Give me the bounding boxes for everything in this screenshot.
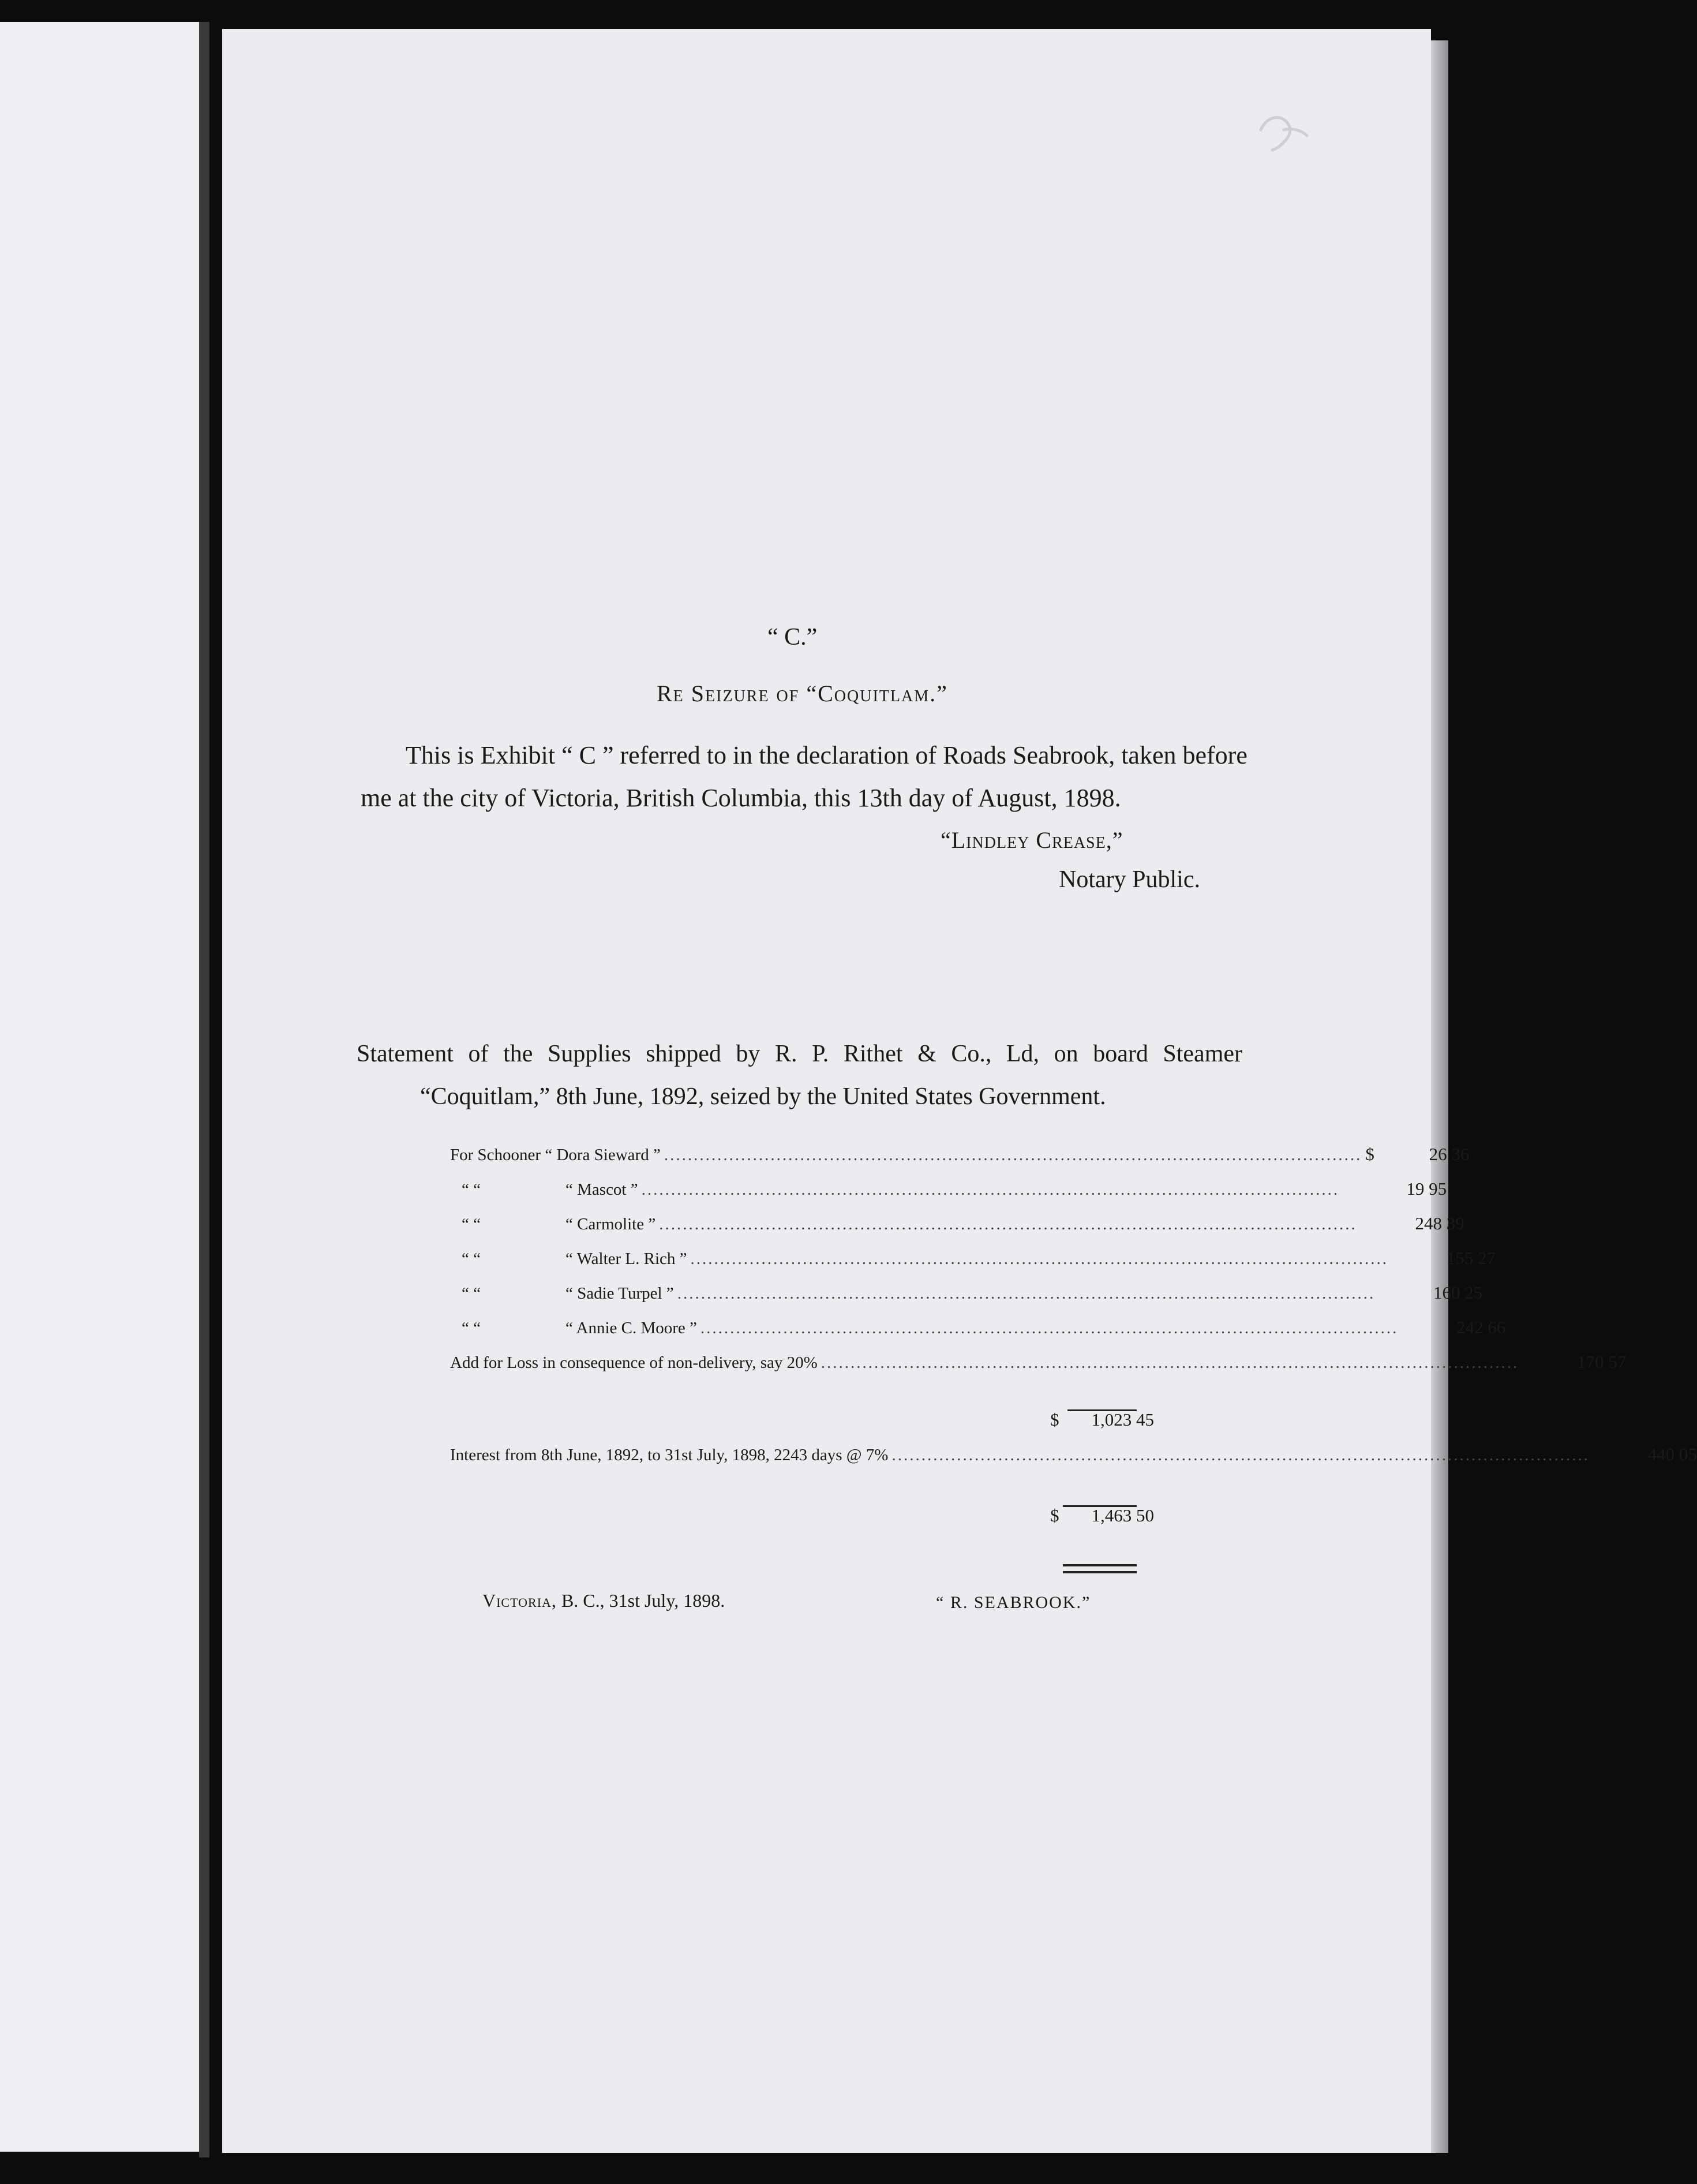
schooner-name: “ Annie C. Moore ” bbox=[565, 1319, 697, 1337]
interest-label: Interest from 8th June, 1892, to 31st July, 1898, 2243 days @ 7% bbox=[450, 1446, 889, 1464]
schooner-name: “ Sadie Turpel ” bbox=[565, 1284, 674, 1303]
leader-dots: ...................................................................................................................... bbox=[664, 1146, 1362, 1164]
total-double-rule-top bbox=[1063, 1564, 1137, 1566]
ledger-row bbox=[450, 1179, 1447, 1213]
place-and-date bbox=[482, 1590, 725, 1611]
binding-gutter bbox=[199, 22, 209, 2157]
declaration-line-2: me at the city of Victoria, British Columbia, this 13th day of August, 1898. bbox=[361, 784, 1121, 812]
row-amount: 242 66 bbox=[1456, 1317, 1506, 1337]
currency-sign: $ bbox=[1050, 1505, 1059, 1525]
currency-sign: $ bbox=[1050, 1409, 1059, 1430]
statement-heading-line-1: Statement of the Supplies shipped by R. P. Rithet & Co., Ld, on board Steamer bbox=[357, 1041, 1242, 1067]
notary-name: “Lindley Crease,” bbox=[941, 827, 1123, 853]
loss-amount: 170 57 bbox=[1577, 1352, 1627, 1372]
ledger-row bbox=[450, 1144, 1470, 1179]
leader-dots: ...................................................................................................................... bbox=[659, 1215, 1357, 1233]
leader-dots: ...................................................................................................................... bbox=[700, 1319, 1399, 1337]
pencil-mark-icon bbox=[1249, 107, 1313, 159]
page-edge bbox=[1431, 40, 1448, 2153]
total-double-rule-bottom bbox=[1063, 1571, 1137, 1573]
schooner-name: “ Carmolite ” bbox=[565, 1215, 656, 1233]
ledger-row bbox=[450, 1213, 1464, 1248]
row-amount: 248 39 bbox=[1415, 1213, 1464, 1233]
subtotal-row bbox=[450, 1409, 1154, 1444]
row-prefix: “ “ bbox=[462, 1215, 481, 1233]
leader-dots: ...................................................................................................................... bbox=[677, 1284, 1376, 1303]
total-amount: 1,463 50 bbox=[1091, 1505, 1154, 1525]
supplies-ledger bbox=[450, 1144, 1697, 1540]
leader-dots: ...................................................................................................................... bbox=[690, 1250, 1389, 1268]
leader-dots: ...................................................................................................................... bbox=[891, 1446, 1590, 1464]
ledger-row bbox=[450, 1317, 1506, 1352]
schooner-name: “ Mascot ” bbox=[565, 1180, 638, 1199]
schooner-name: “ Walter L. Rich ” bbox=[565, 1250, 687, 1268]
row-prefix: “ “ bbox=[462, 1319, 481, 1337]
row-amount: 155 27 bbox=[1446, 1248, 1496, 1268]
ledger-row bbox=[450, 1248, 1496, 1282]
schooner-name: “ Dora Sieward ” bbox=[545, 1146, 661, 1164]
re-seizure-heading: Re Seizure of “Coquitlam.” bbox=[657, 680, 948, 706]
leader-dots: ...................................................................................................................... bbox=[821, 1353, 1519, 1372]
row-amount: 19 95 bbox=[1406, 1179, 1447, 1199]
interest-row bbox=[450, 1444, 1697, 1479]
notary-title: Notary Public. bbox=[1059, 866, 1200, 893]
currency-sign: $ bbox=[1365, 1144, 1374, 1164]
row-amount: 160 25 bbox=[1433, 1282, 1483, 1303]
leader-dots: ...................................................................................................................... bbox=[641, 1180, 1340, 1199]
ledger-row bbox=[450, 1282, 1483, 1317]
row-prefix: For Schooner bbox=[450, 1146, 541, 1164]
statement-date: B. C., 31st July, 1898. bbox=[561, 1590, 725, 1611]
loss-row bbox=[450, 1352, 1627, 1386]
place-name: Victoria, bbox=[482, 1590, 557, 1611]
facing-page bbox=[0, 22, 199, 2152]
interest-amount: 440 05 bbox=[1647, 1444, 1697, 1464]
row-amount: 26 36 bbox=[1429, 1144, 1470, 1164]
row-prefix: “ “ bbox=[462, 1250, 481, 1268]
row-prefix: “ “ bbox=[462, 1180, 481, 1199]
row-prefix: “ “ bbox=[462, 1284, 481, 1303]
total-row bbox=[450, 1505, 1154, 1540]
signature: “ R. SEABROOK.” bbox=[936, 1593, 1091, 1612]
loss-label: Add for Loss in consequence of non-delivery, say 20% bbox=[450, 1353, 818, 1372]
declaration-line-1: This is Exhibit “ C ” referred to in the declaration of Roads Seabrook, taken before bbox=[406, 741, 1248, 769]
exhibit-label: “ C.” bbox=[767, 624, 818, 650]
statement-heading-line-2: “Coquitlam,” 8th June, 1892, seized by the United States Government. bbox=[420, 1083, 1106, 1110]
subtotal-amount: 1,023 45 bbox=[1091, 1409, 1154, 1430]
